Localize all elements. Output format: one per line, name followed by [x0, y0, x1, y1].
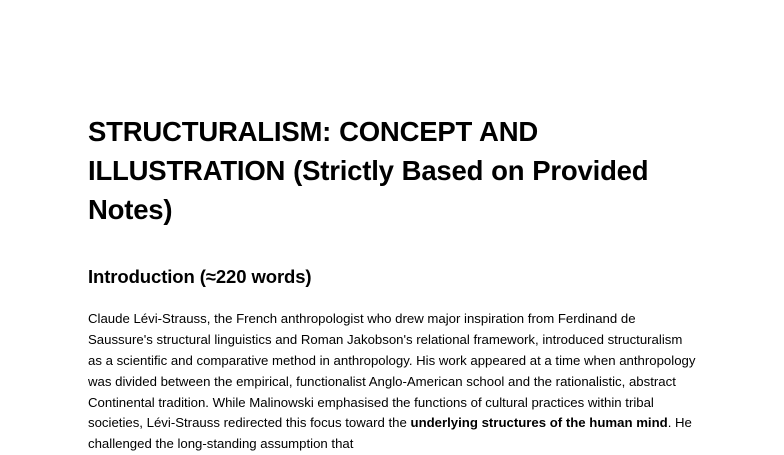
- paragraph-text-part-1: Claude Lévi-Strauss, the French anthropologist who drew major inspiration from Ferdinand de Saussure's structural linguistics and Roman Jakobson's relational framework, introduced structuralism as a scientific and comparative method in anthropology. His work appeared at a time when anthropology was divided between the empirical, functionalist Anglo-American school and the rationalistic, abstract Continental tradition. While Malinowski emphasised the functions of cultural practices within tribal societies, Lévi-Strauss redirected this focus toward the: [88, 311, 696, 431]
- paragraph-emphasis: underlying structures of the human mind: [410, 415, 668, 431]
- paragraph-text-part-2: . He challenged the long-standing assumption that: [88, 415, 692, 452]
- introduction-paragraph: [88, 309, 696, 455]
- page-title: STRUCTURALISM: CONCEPT AND ILLUSTRATION (Strictly Based on Provided Notes): [88, 116, 649, 226]
- section-heading-introduction: Introduction (≈220 words): [88, 266, 312, 288]
- document-content: [88, 112, 696, 455]
